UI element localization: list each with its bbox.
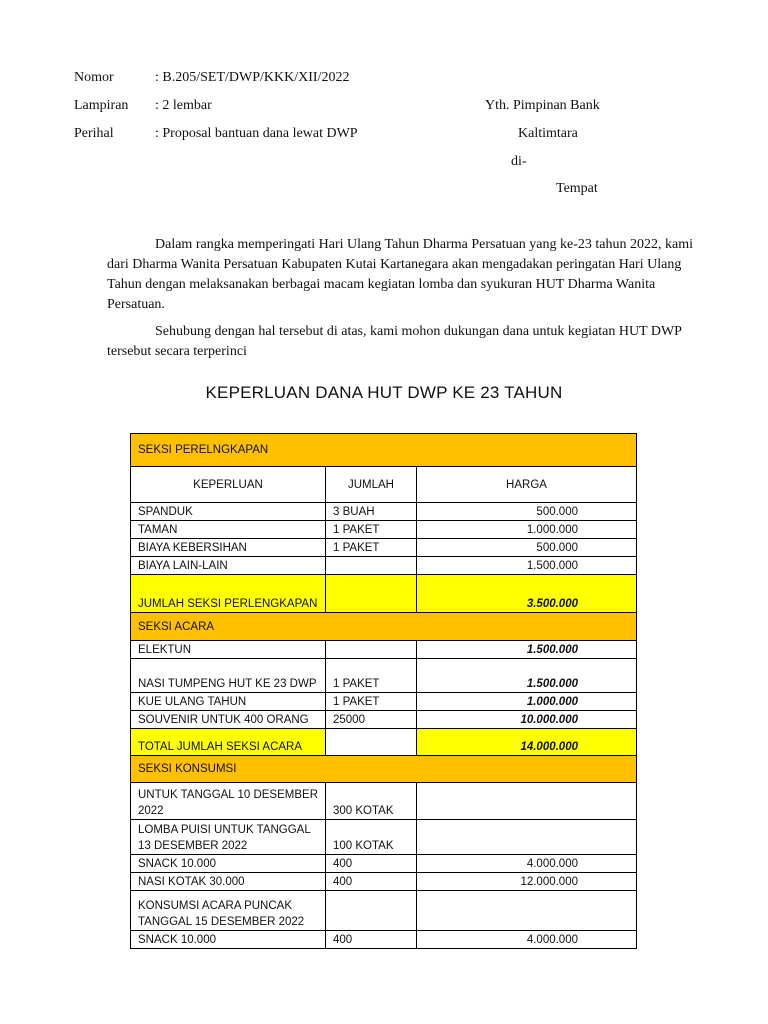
table-row [131, 820, 637, 855]
cell-jumlah: 1 PAKET [326, 659, 417, 693]
nomor-label: Nomor [74, 70, 114, 85]
table-row [131, 659, 637, 693]
total-label-perlengkapan: JUMLAH SEKSI PERLENGKAPAN [131, 575, 326, 613]
cell-harga: 1.500.000 [417, 641, 637, 659]
cell-keperluan: SPANDUK [131, 503, 326, 521]
cell-harga: 1.000.000 [417, 521, 637, 539]
cell-jumlah: 1 PAKET [326, 521, 417, 539]
table-row [131, 855, 637, 873]
cell-jumlah: 1 PAKET [326, 693, 417, 711]
cell-keperluan: KONSUMSI ACARA PUNCAK TANGGAL 15 DESEMBER 2022 [131, 891, 326, 931]
table-row [131, 891, 637, 931]
cell-jumlah: 300 KOTAK [326, 783, 417, 820]
recipient-tempat: Tempat [556, 181, 598, 196]
section-header-row [131, 434, 637, 467]
perihal-value: : Proposal bantuan dana lewat DWP [155, 126, 358, 141]
cell-jumlah: 1 PAKET [326, 539, 417, 557]
table-row [131, 521, 637, 539]
total-jumlah-empty [326, 575, 417, 613]
cell-keperluan: TAMAN [131, 521, 326, 539]
table-row [131, 641, 637, 659]
cell-keperluan: BIAYA KEBERSIHAN [131, 539, 326, 557]
table-row [131, 873, 637, 891]
table-row [131, 711, 637, 729]
cell-harga: 1.000.000 [417, 693, 637, 711]
cell-harga: 10.000.000 [417, 711, 637, 729]
header-harga: HARGA [417, 467, 637, 503]
cell-jumlah: 25000 [326, 711, 417, 729]
total-row [131, 729, 637, 756]
cell-keperluan: NASI TUMPENG HUT KE 23 DWP [131, 659, 326, 693]
cell-harga [417, 820, 637, 855]
cell-harga: 500.000 [417, 539, 637, 557]
section-title-perlengkapan: SEKSI PERELNGKAPAN [131, 434, 637, 467]
total-jumlah-empty [326, 729, 417, 756]
nomor-value: : B.205/SET/DWP/KKK/XII/2022 [155, 70, 350, 85]
column-header-row [131, 467, 637, 503]
section-title-konsumsi: SEKSI KONSUMSI [131, 756, 637, 783]
cell-jumlah [326, 891, 417, 931]
table-row [131, 931, 637, 949]
perihal-label: Perihal [74, 126, 114, 141]
cell-harga: 1.500.000 [417, 557, 637, 575]
table-title: KEPERLUAN DANA HUT DWP KE 23 TAHUN [205, 383, 563, 402]
cell-keperluan: SNACK 10.000 [131, 931, 326, 949]
cell-jumlah: 100 KOTAK [326, 820, 417, 855]
recipient-di: di- [511, 154, 527, 169]
cell-keperluan: KUE ULANG TAHUN [131, 693, 326, 711]
cell-keperluan: LOMBA PUISI UNTUK TANGGAL 13 DESEMBER 2022 [131, 820, 326, 855]
cell-harga: 4.000.000 [417, 855, 637, 873]
recipient-name: Yth. Pimpinan Bank [485, 98, 600, 113]
cell-jumlah: 400 [326, 855, 417, 873]
cell-harga: 12.000.000 [417, 873, 637, 891]
cell-keperluan: UNTUK TANGGAL 10 DESEMBER 2022 [131, 783, 326, 820]
total-value-acara: 14.000.000 [417, 729, 637, 756]
total-label-acara: TOTAL JUMLAH SEKSI ACARA [131, 729, 326, 756]
cell-harga: 4.000.000 [417, 931, 637, 949]
table-row [131, 783, 637, 820]
cell-harga: 500.000 [417, 503, 637, 521]
header-keperluan: KEPERLUAN [131, 467, 326, 503]
header-jumlah: JUMLAH [326, 467, 417, 503]
cell-keperluan: NASI KOTAK 30.000 [131, 873, 326, 891]
cell-jumlah [326, 641, 417, 659]
cell-harga: 1.500.000 [417, 659, 637, 693]
table-row [131, 503, 637, 521]
cell-jumlah: 400 [326, 873, 417, 891]
cell-jumlah [326, 557, 417, 575]
lampiran-value: : 2 lembar [155, 98, 212, 113]
section-title-acara: SEKSI ACARA [131, 613, 637, 641]
cell-keperluan: SNACK 10.000 [131, 855, 326, 873]
cell-keperluan: BIAYA LAIN-LAIN [131, 557, 326, 575]
total-value-perlengkapan: 3.500.000 [417, 575, 637, 613]
cell-harga [417, 891, 637, 931]
cell-harga [417, 783, 637, 820]
letter-paragraph-2: Sehubung dengan hal tersebut di atas, kami mohon dukungan dana untuk kegiatan HUT DWP tersebut secara terperinci [107, 324, 682, 359]
lampiran-label: Lampiran [74, 98, 129, 113]
cell-keperluan: ELEKTUN [131, 641, 326, 659]
cell-jumlah: 3 BUAH [326, 503, 417, 521]
section-header-row [131, 756, 637, 783]
table-row [131, 557, 637, 575]
cell-keperluan: SOUVENIR UNTUK 400 ORANG [131, 711, 326, 729]
letter-paragraph-1: Dalam rangka memperingati Hari Ulang Tahun Dharma Persatuan yang ke-23 tahun 2022, kami dari Dharma Wanita Persatuan Kabupaten Kutai Kartanegara akan mengadakan peringatan Hari Ulang Tahun dengan melaksanakan berbagai macam kegiatan lomba dan syukuran HUT Dharma Wanita Persatuan. [107, 237, 693, 312]
table-row [131, 693, 637, 711]
table-row [131, 539, 637, 557]
budget-table [130, 433, 637, 949]
cell-jumlah: 400 [326, 931, 417, 949]
total-row [131, 575, 637, 613]
section-header-row [131, 613, 637, 641]
recipient-place: Kaltimtara [518, 126, 578, 141]
